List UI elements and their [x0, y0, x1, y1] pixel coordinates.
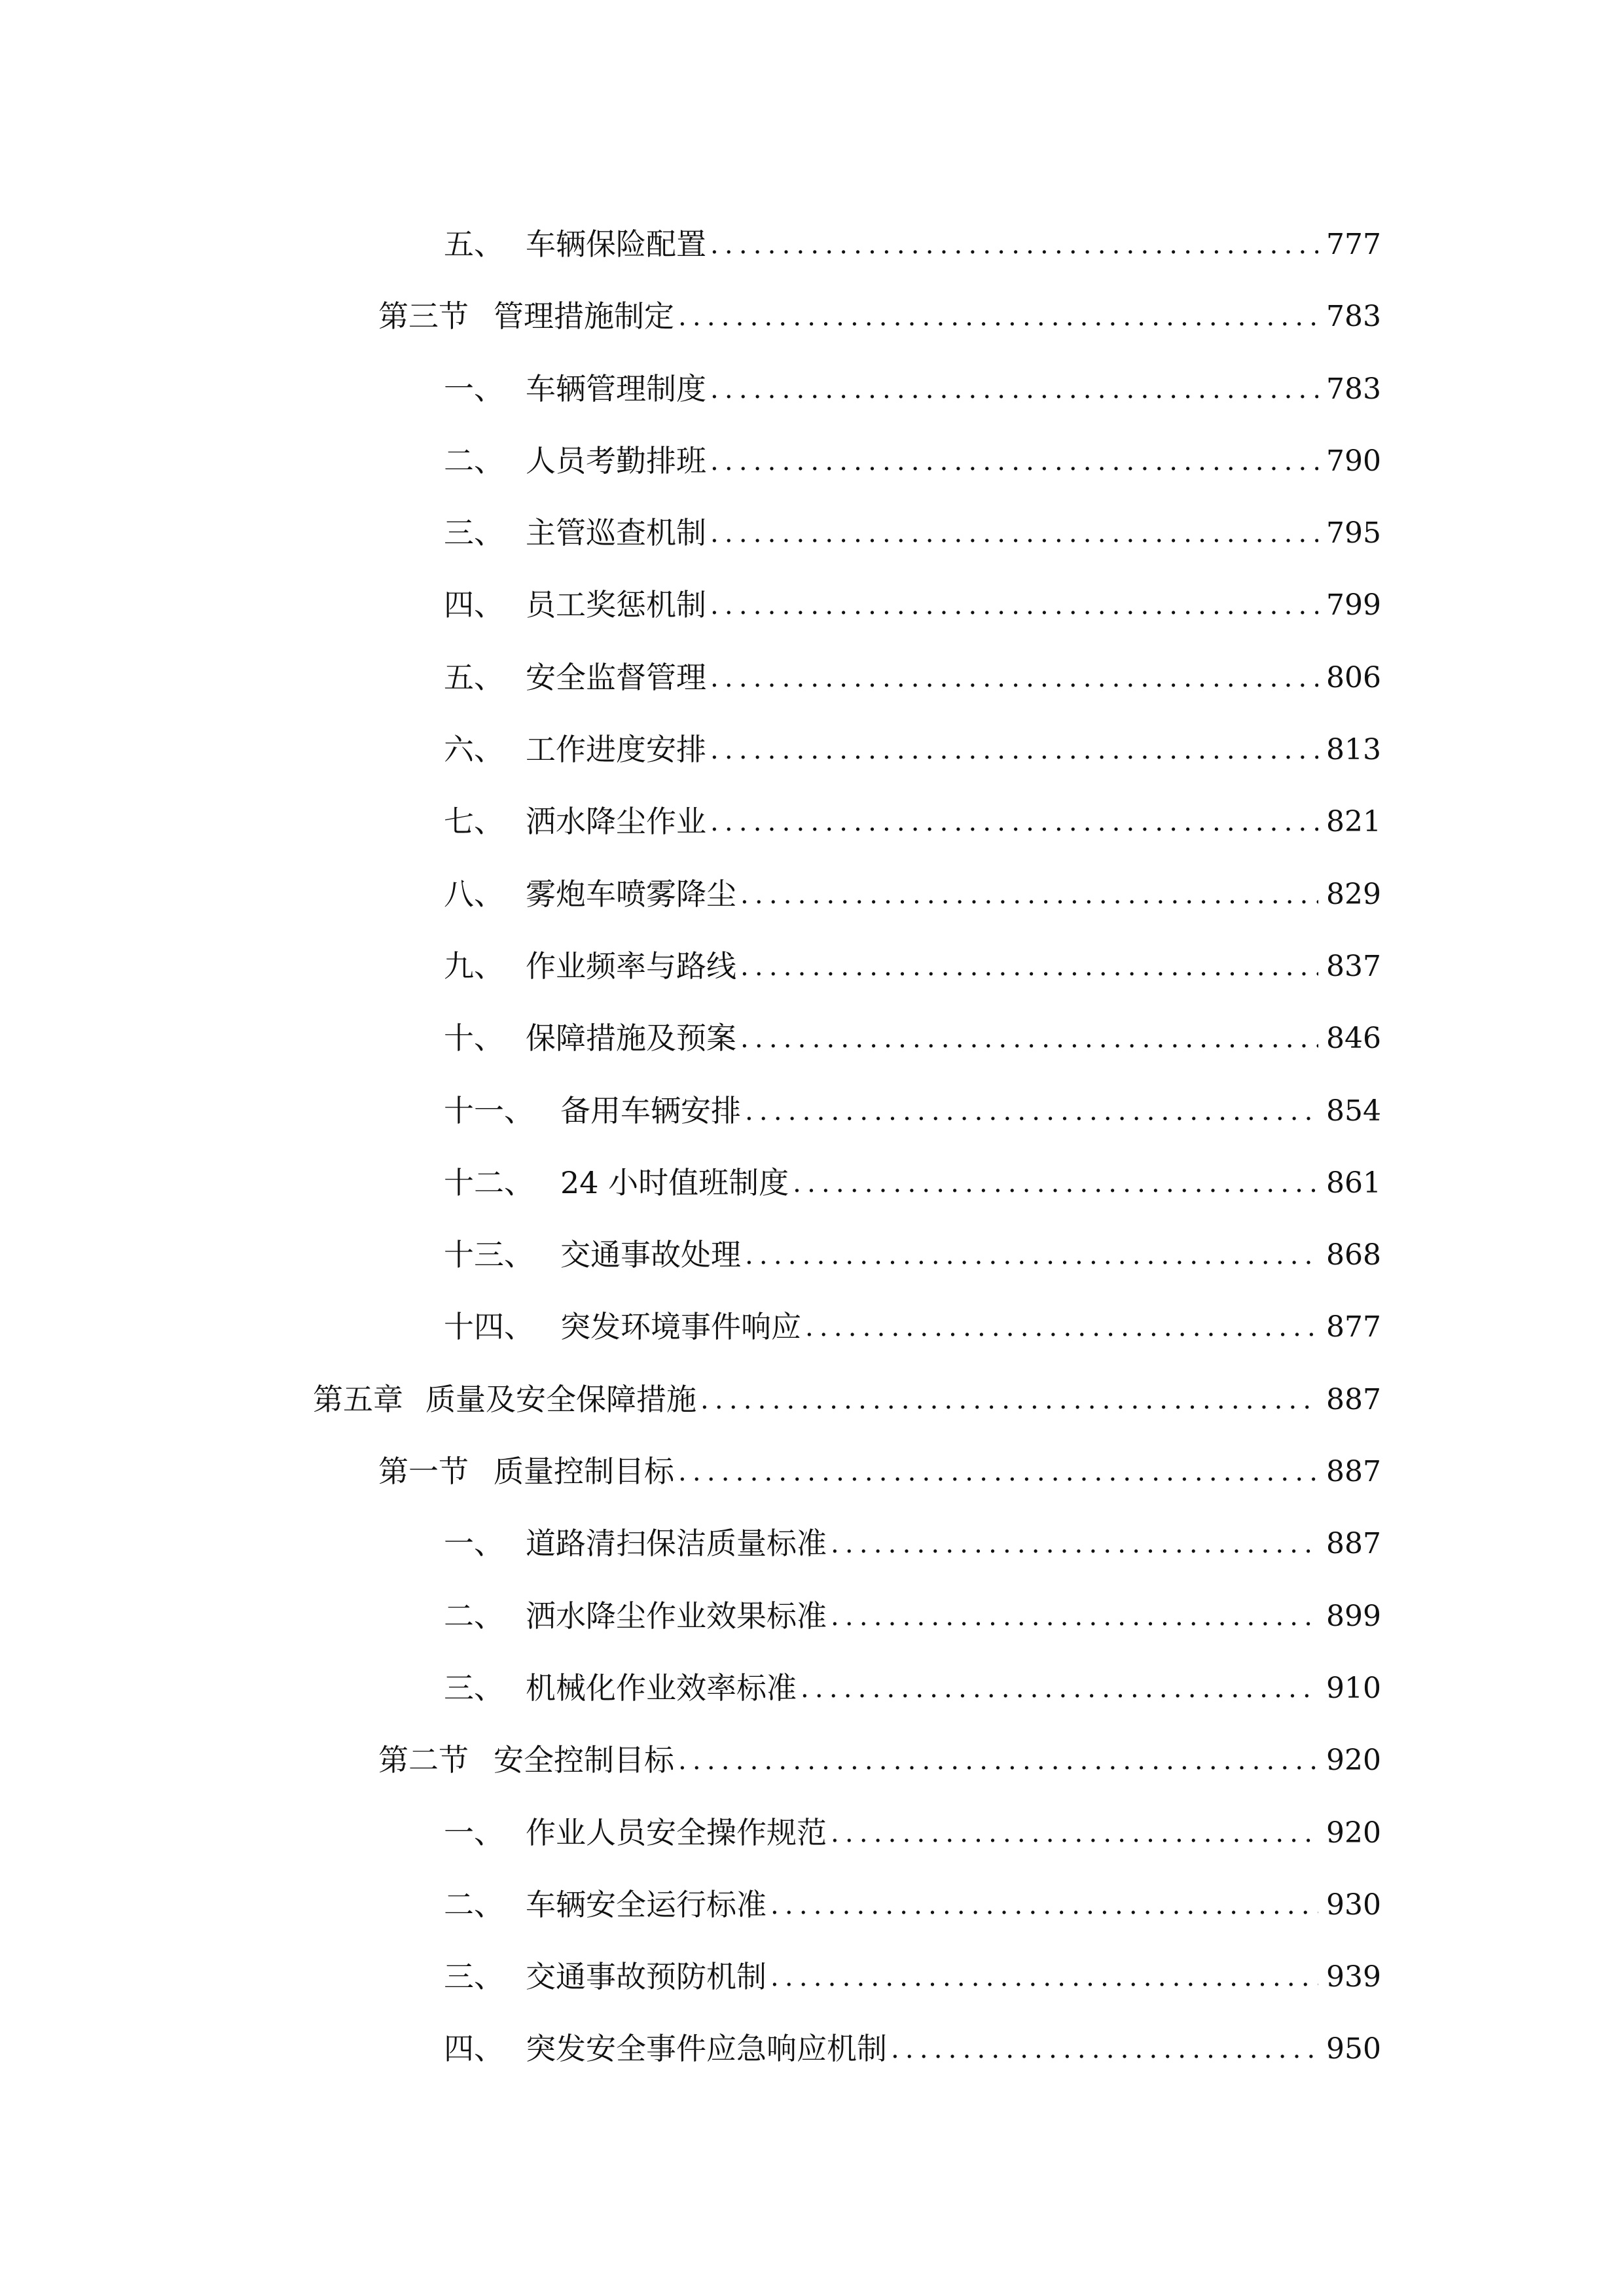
toc-entry-title: 24 小时值班制度 [560, 1164, 789, 1200]
toc-entry-page: 930 [1326, 1888, 1381, 1922]
toc-entry-page: 939 [1326, 1960, 1381, 1994]
toc-entry-number: 九、 [444, 948, 504, 984]
toc-dot-leader [700, 1387, 1318, 1414]
toc-dot-leader [770, 1964, 1318, 1992]
toc-entry[interactable] [0, 489, 1624, 561]
toc-entry-page: 877 [1326, 1310, 1381, 1344]
toc-entry[interactable] [0, 778, 1624, 850]
toc-entry-title: 人员考勤排班 [526, 442, 706, 478]
toc-dot-leader [710, 737, 1318, 764]
toc-dot-leader [710, 665, 1318, 692]
toc-entry-title: 保障措施及预案 [526, 1020, 736, 1056]
toc-entry-page: 783 [1326, 300, 1381, 334]
toc-entry-number: 一、 [444, 1814, 504, 1850]
toc-entry[interactable] [0, 634, 1624, 706]
toc-entry-title: 备用车辆安排 [560, 1092, 741, 1128]
toc-entry-page: 950 [1326, 2032, 1381, 2066]
toc-entry-number: 十二、 [444, 1164, 534, 1200]
toc-entry-number: 六、 [444, 732, 504, 768]
toc-dot-leader [745, 1242, 1318, 1270]
toc-entry-number: 第五章 [313, 1381, 403, 1417]
toc-entry-number: 三、 [444, 1959, 504, 1995]
toc-entry-number: 二、 [444, 442, 504, 478]
toc-entry-page: 777 [1326, 228, 1381, 261]
toc-dot-leader [710, 809, 1318, 836]
toc-entry-number: 十四、 [444, 1309, 534, 1345]
toc-entry-page: 783 [1326, 372, 1381, 406]
toc-dot-leader [793, 1170, 1318, 1198]
toc-entry-number: 三、 [444, 1670, 504, 1706]
toc-entry-page: 910 [1326, 1671, 1381, 1705]
toc-entry-title: 交通事故处理 [560, 1237, 741, 1273]
toc-dot-leader [805, 1314, 1318, 1342]
toc-entry-title: 车辆管理制度 [526, 370, 706, 406]
toc-entry[interactable] [0, 1283, 1624, 1355]
toc-entry-title: 车辆安全运行标准 [526, 1886, 767, 1922]
toc-entry[interactable] [0, 1861, 1624, 1933]
toc-entry[interactable] [0, 994, 1624, 1066]
toc-entry-title: 质量及安全保障措施 [425, 1381, 696, 1417]
toc-entry[interactable] [0, 1933, 1624, 2005]
toc-dot-leader [740, 954, 1318, 981]
toc-entry-page: 887 [1326, 1455, 1381, 1489]
toc-entry[interactable] [0, 1499, 1624, 1571]
toc-entry[interactable] [0, 1067, 1624, 1139]
toc-entry-title: 安全控制目标 [494, 1742, 674, 1778]
toc-entry-number: 一、 [444, 370, 504, 406]
toc-entry-page: 887 [1326, 1527, 1381, 1561]
toc-entry[interactable] [0, 1139, 1624, 1211]
toc-entry[interactable] [0, 1427, 1624, 1499]
toc-entry-title: 机械化作业效率标准 [526, 1670, 797, 1706]
table-of-contents [0, 200, 1624, 2077]
toc-entry-title: 突发安全事件应急响应机制 [526, 2031, 887, 2067]
toc-entry-title: 管理措施制定 [494, 298, 674, 334]
toc-dot-leader [710, 592, 1318, 620]
toc-entry[interactable] [0, 345, 1624, 417]
toc-dot-leader [710, 520, 1318, 548]
toc-entry-number: 七、 [444, 804, 504, 840]
toc-entry[interactable] [0, 922, 1624, 994]
toc-entry-title: 突发环境事件响应 [560, 1309, 801, 1345]
toc-entry[interactable] [0, 1211, 1624, 1283]
toc-entry-title: 主管巡查机制 [526, 515, 706, 551]
toc-entry-page: 837 [1326, 949, 1381, 983]
toc-entry-page: 920 [1326, 1744, 1381, 1778]
toc-entry-page: 806 [1326, 660, 1381, 694]
toc-entry-number: 八、 [444, 876, 504, 912]
toc-entry-title: 员工奖惩机制 [526, 587, 706, 623]
toc-entry-number: 五、 [444, 226, 504, 262]
toc-dot-leader [710, 232, 1318, 259]
toc-entry-page: 899 [1326, 1599, 1381, 1633]
toc-entry-number: 第三节 [378, 298, 469, 334]
toc-entry[interactable] [0, 1789, 1624, 1861]
toc-entry-number: 十一、 [444, 1092, 534, 1128]
toc-dot-leader [745, 1098, 1318, 1126]
toc-entry-title: 车辆保险配置 [526, 226, 706, 262]
toc-entry-page: 799 [1326, 588, 1381, 622]
toc-entry-page: 790 [1326, 444, 1381, 478]
toc-dot-leader [710, 448, 1318, 476]
toc-entry-page: 829 [1326, 877, 1381, 911]
toc-entry-title: 作业人员安全操作规范 [526, 1814, 827, 1850]
toc-entry-page: 795 [1326, 516, 1381, 550]
toc-entry-title: 道路清扫保洁质量标准 [526, 1526, 827, 1562]
toc-entry-title: 安全监督管理 [526, 659, 706, 695]
toc-entry-number: 第一节 [378, 1454, 469, 1490]
toc-dot-leader [678, 1748, 1318, 1775]
toc-entry-number: 第二节 [378, 1742, 469, 1778]
toc-entry-number: 二、 [444, 1886, 504, 1922]
toc-dot-leader [678, 1459, 1318, 1486]
toc-entry[interactable] [0, 850, 1624, 922]
toc-entry[interactable] [0, 1716, 1624, 1788]
toc-entry[interactable] [0, 1355, 1624, 1427]
toc-entry-title: 洒水降尘作业 [526, 804, 706, 840]
toc-entry-page: 861 [1326, 1166, 1381, 1200]
toc-entry-number: 四、 [444, 587, 504, 623]
toc-entry[interactable] [0, 706, 1624, 778]
toc-entry-page: 887 [1326, 1382, 1381, 1416]
toc-entry[interactable] [0, 1572, 1624, 1644]
toc-entry-number: 三、 [444, 515, 504, 551]
toc-entry-page: 920 [1326, 1816, 1381, 1850]
toc-entry-number: 一、 [444, 1526, 504, 1562]
toc-entry-number: 四、 [444, 2031, 504, 2067]
toc-entry-number: 五、 [444, 659, 504, 695]
toc-dot-leader [831, 1604, 1318, 1631]
toc-entry[interactable] [0, 200, 1624, 272]
toc-entry-page: 813 [1326, 733, 1381, 767]
toc-entry[interactable] [0, 272, 1624, 344]
toc-entry-number: 十、 [444, 1020, 504, 1056]
toc-entry-page: 854 [1326, 1094, 1381, 1128]
toc-dot-leader [891, 2036, 1318, 2064]
toc-dot-leader [770, 1892, 1318, 1920]
toc-entry-number: 二、 [444, 1598, 504, 1634]
toc-entry[interactable] [0, 417, 1624, 489]
toc-dot-leader [801, 1676, 1318, 1703]
toc-entry-title: 工作进度安排 [526, 732, 706, 768]
toc-entry[interactable] [0, 1644, 1624, 1716]
toc-dot-leader [740, 1026, 1318, 1053]
toc-entry-title: 雾炮车喷雾降尘 [526, 876, 736, 912]
toc-entry-title: 交通事故预防机制 [526, 1959, 767, 1995]
toc-entry-page: 821 [1326, 805, 1381, 839]
toc-entry-page: 846 [1326, 1022, 1381, 1056]
toc-entry-number: 十三、 [444, 1237, 534, 1273]
toc-dot-leader [740, 882, 1318, 909]
toc-entry-title: 作业频率与路线 [526, 948, 736, 984]
toc-entry-page: 868 [1326, 1238, 1381, 1272]
toc-dot-leader [831, 1531, 1318, 1558]
toc-entry[interactable] [0, 561, 1624, 633]
toc-entry[interactable] [0, 2005, 1624, 2077]
toc-entry-title: 洒水降尘作业效果标准 [526, 1598, 827, 1634]
toc-dot-leader [710, 376, 1318, 404]
toc-dot-leader [831, 1820, 1318, 1848]
toc-dot-leader [678, 304, 1318, 331]
toc-entry-title: 质量控制目标 [494, 1454, 674, 1490]
